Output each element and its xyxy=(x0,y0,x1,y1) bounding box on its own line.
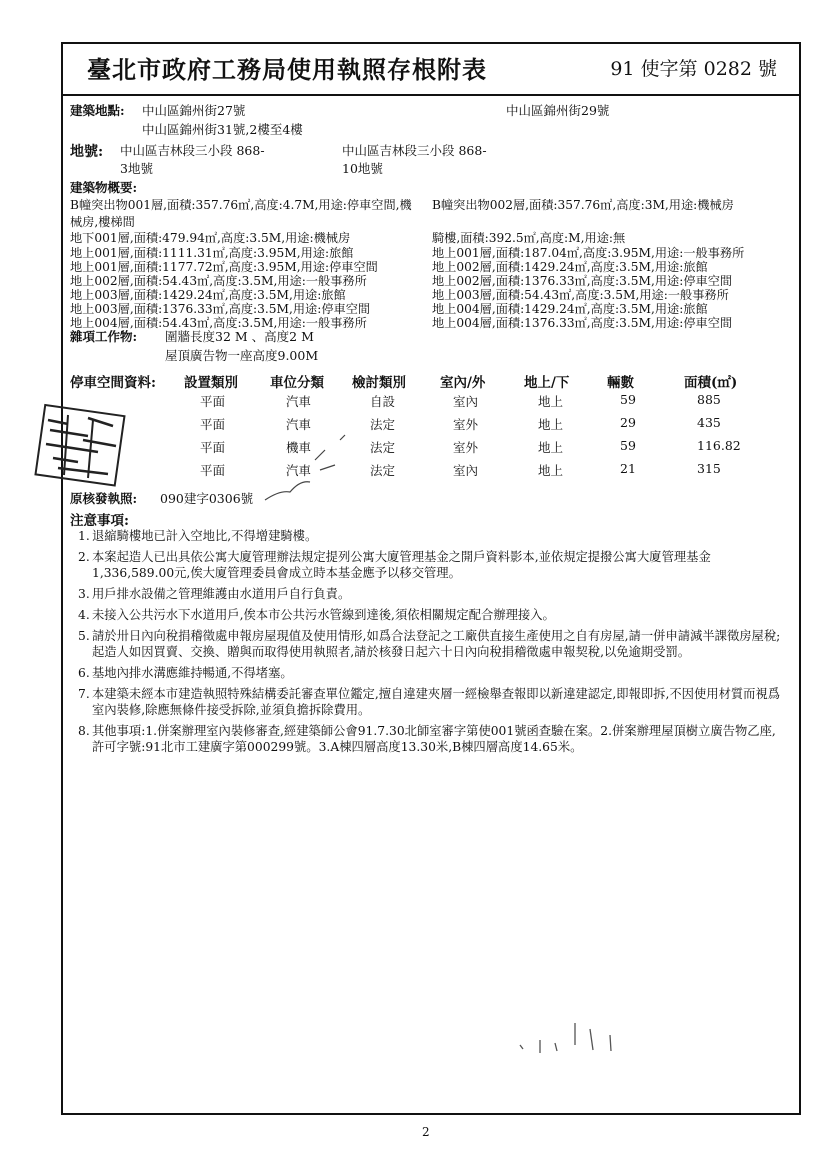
note-number: 6. xyxy=(78,666,90,680)
parking-table-cell: 室內 xyxy=(453,463,479,478)
note-text: 退縮騎樓地已計入空地比,不得增建騎樓。 xyxy=(92,529,318,543)
note-number: 2. xyxy=(78,550,90,564)
parking-table-cell: 法定 xyxy=(370,463,396,478)
parking-table-cell: 自設 xyxy=(370,394,396,409)
lot-a-line2: 3地號 xyxy=(120,161,153,176)
parking-table-cell: 汽車 xyxy=(286,463,312,478)
misc-works-line1: 圍牆長度32 M 、高度2 M xyxy=(165,329,314,344)
overview-left-line: 地上003層,面積:1376.33㎡,高度:3.5M,用途:停車空間 xyxy=(70,302,371,316)
note-item xyxy=(78,586,788,602)
parking-table-cell: 地上 xyxy=(538,394,564,409)
overview-right-line: 地上003層,面積:54.43㎡,高度:3.5M,用途:一般事務所 xyxy=(432,288,729,302)
parking-table-cell: 885 xyxy=(697,392,721,407)
lot-b-line2: 10地號 xyxy=(342,161,383,176)
note-text: 本建築未經本市建造執照特殊結構委託審查單位鑑定,擅自違建夾層一經檢舉查報即以新違建認定,即報即拆,不因使用材質而視爲室內裝修,除應無條件接受拆除,並須負擔拆除費用。 xyxy=(92,687,781,717)
note-text: 請於卅日內向稅捐稽徵處申報房屋現值及使用情形,如爲合法登記之工廠供直接生產使用之自有房屋,請一併申請減半課徵房屋稅;起造人如因買賣、交換、贈與而取得使用執照者,請於核發日起六十日內向稅捐稽徵處申報契稅,以免逾期受罰。 xyxy=(92,629,781,659)
parking-table-cell: 汽車 xyxy=(286,417,312,432)
overview-left-line: 地上001層,面積:1111.31㎡,高度:3.95M,用途:旅館 xyxy=(70,246,354,260)
overview-left-line: 地上004層,面積:54.43㎡,高度:3.5M,用途:一般事務所 xyxy=(70,316,367,330)
overview-right-line: 地上002層,面積:1429.24㎡,高度:3.5M,用途:旅館 xyxy=(432,260,708,274)
location-line1-right: 中山區錦州街29號 xyxy=(506,103,610,118)
seal-stamp xyxy=(28,400,128,488)
overview-right-line: 地上001層,面積:187.04㎡,高度:3.95M,用途:一般事務所 xyxy=(432,246,745,260)
overview-right-line: B幢突出物002層,面積:357.76㎡,高度:3M,用途:機械房 xyxy=(432,198,734,212)
parking-header-cell: 面積(㎡) xyxy=(684,375,738,391)
overview-left-line: 地下001層,面積:479.94㎡,高度:3.5M,用途:機械房 xyxy=(70,231,351,245)
parking-header-cell: 車位分類 xyxy=(270,375,324,391)
parking-table-cell: 法定 xyxy=(370,417,396,432)
note-text: 未接入公共污水下水道用戶,俟本市公共污水管線到達後,須依相關規定配合辦理接入。 xyxy=(92,608,555,622)
parking-table-cell: 59 xyxy=(620,392,636,407)
parking-label: 停車空間資料: xyxy=(70,375,156,391)
note-item xyxy=(78,686,788,718)
parking-table-cell: 汽車 xyxy=(286,394,312,409)
note-text: 本案起造人已出具依公寓大廈管理辦法規定提列公寓大廈管理基金之開戶資料影本,並依規定提撥公寓大廈管理基金1,336,589.00元,俟大廈管理委員會成立時本基金應予以移交管理。 xyxy=(92,550,711,580)
parking-table-cell: 地上 xyxy=(538,417,564,432)
note-item xyxy=(78,723,788,755)
misc-works-line2: 屋頂廣告物一座高度9.00M xyxy=(165,348,319,363)
parking-table-cell: 116.82 xyxy=(697,438,741,453)
overview-right-line: 地上002層,面積:1376.33㎡,高度:3.5M,用途:停車空間 xyxy=(432,274,733,288)
note-item xyxy=(78,549,788,581)
note-item xyxy=(78,628,788,660)
overview-left-line: 地上003層,面積:1429.24㎡,高度:3.5M,用途:旅館 xyxy=(70,288,346,302)
parking-table-cell: 435 xyxy=(697,415,721,430)
parking-header-cell: 地上/下 xyxy=(524,375,570,391)
parking-table-cell: 平面 xyxy=(200,440,226,455)
parking-header-cell: 檢討類別 xyxy=(352,375,406,391)
note-text: 其他事項:1.併案辦理室內裝修審查,經建築師公會91.7.30北師室審字第使001號函查驗在案。2.併案辦理屋頂樹立廣告物乙座,許可字號:91北市工建廣字第000299號。3.A棟四層高度13.30米,B棟四層高度14.65米。 xyxy=(92,724,776,754)
parking-header-cell: 室內/外 xyxy=(440,375,486,391)
parking-table-cell: 平面 xyxy=(200,463,226,478)
note-number: 5. xyxy=(78,629,90,643)
note-number: 4. xyxy=(78,608,90,622)
parking-table-cell: 29 xyxy=(620,415,636,430)
parking-table-cell: 地上 xyxy=(538,440,564,455)
note-number: 3. xyxy=(78,587,90,601)
form-title: 臺北市政府工務局使用執照存根附表 xyxy=(87,55,487,84)
parking-table-cell: 室外 xyxy=(453,440,479,455)
lot-b-line1: 中山區吉林段三小段 868- xyxy=(342,143,487,158)
parking-table-cell: 室內 xyxy=(453,394,479,409)
title-row xyxy=(63,44,799,96)
parking-table-cell: 地上 xyxy=(538,463,564,478)
parking-table-cell: 法定 xyxy=(370,440,396,455)
notes-label: 注意事項: xyxy=(70,513,129,529)
parking-table-cell: 平面 xyxy=(200,417,226,432)
parking-table-cell: 59 xyxy=(620,438,636,453)
parking-table-cell: 315 xyxy=(697,461,721,476)
notes-list xyxy=(78,528,788,760)
misc-works-label: 雜項工作物: xyxy=(70,329,138,344)
note-item xyxy=(78,665,788,681)
overview-right-line: 騎樓,面積:392.5㎡,高度:M,用途:無 xyxy=(432,231,626,245)
parking-table-cell: 平面 xyxy=(200,394,226,409)
parking-table-cell: 室外 xyxy=(453,417,479,432)
overview-left-line: 械房,樓梯間 xyxy=(70,215,135,229)
note-text: 基地內排水溝應維持暢通,不得堵塞。 xyxy=(92,666,293,680)
note-number: 8. xyxy=(78,724,90,738)
overview-right-line: 地上004層,面積:1376.33㎡,高度:3.5M,用途:停車空間 xyxy=(432,316,733,330)
note-number: 1. xyxy=(78,529,90,543)
lot-a-line1: 中山區吉林段三小段 868- xyxy=(120,143,265,158)
original-permit-value: 090建字0306號 xyxy=(160,491,254,506)
parking-table-cell: 機車 xyxy=(286,440,312,455)
overview-right-line: 地上004層,面積:1429.24㎡,高度:3.5M,用途:旅館 xyxy=(432,302,708,316)
note-item xyxy=(78,607,788,623)
note-number: 7. xyxy=(78,687,90,701)
location-line1: 中山區錦州街27號 xyxy=(142,103,246,118)
overview-left-line: 地上002層,面積:54.43㎡,高度:3.5M,用途:一般事務所 xyxy=(70,274,367,288)
note-text: 用戶排水設備之管理維護由水道用戶自行負責。 xyxy=(92,587,351,601)
overview-label: 建築物概要: xyxy=(70,180,138,195)
location-label: 建築地點: xyxy=(70,103,125,118)
parking-table-cell: 21 xyxy=(620,461,636,476)
lot-label: 地號: xyxy=(70,144,104,160)
overview-left-line: B幢突出物001層,面積:357.76㎡,高度:4.7M,用途:停車空間,機 xyxy=(70,198,412,212)
note-item xyxy=(78,528,788,544)
page-number: 2 xyxy=(422,1125,430,1139)
overview-left-line: 地上001層,面積:1177.72㎡,高度:3.95M,用途:停車空間 xyxy=(70,260,378,274)
location-line2: 中山區錦州街31號,2樓至4樓 xyxy=(142,122,303,137)
parking-header-cell: 輛數 xyxy=(607,375,634,391)
parking-header-cell: 設置類別 xyxy=(184,375,238,391)
permit-number: 91 使字第 0282 號 xyxy=(610,58,777,80)
scribble-mark-bottom xyxy=(515,1015,625,1055)
original-permit-label: 原核發執照: xyxy=(70,491,138,506)
scribble-mark xyxy=(260,430,360,510)
